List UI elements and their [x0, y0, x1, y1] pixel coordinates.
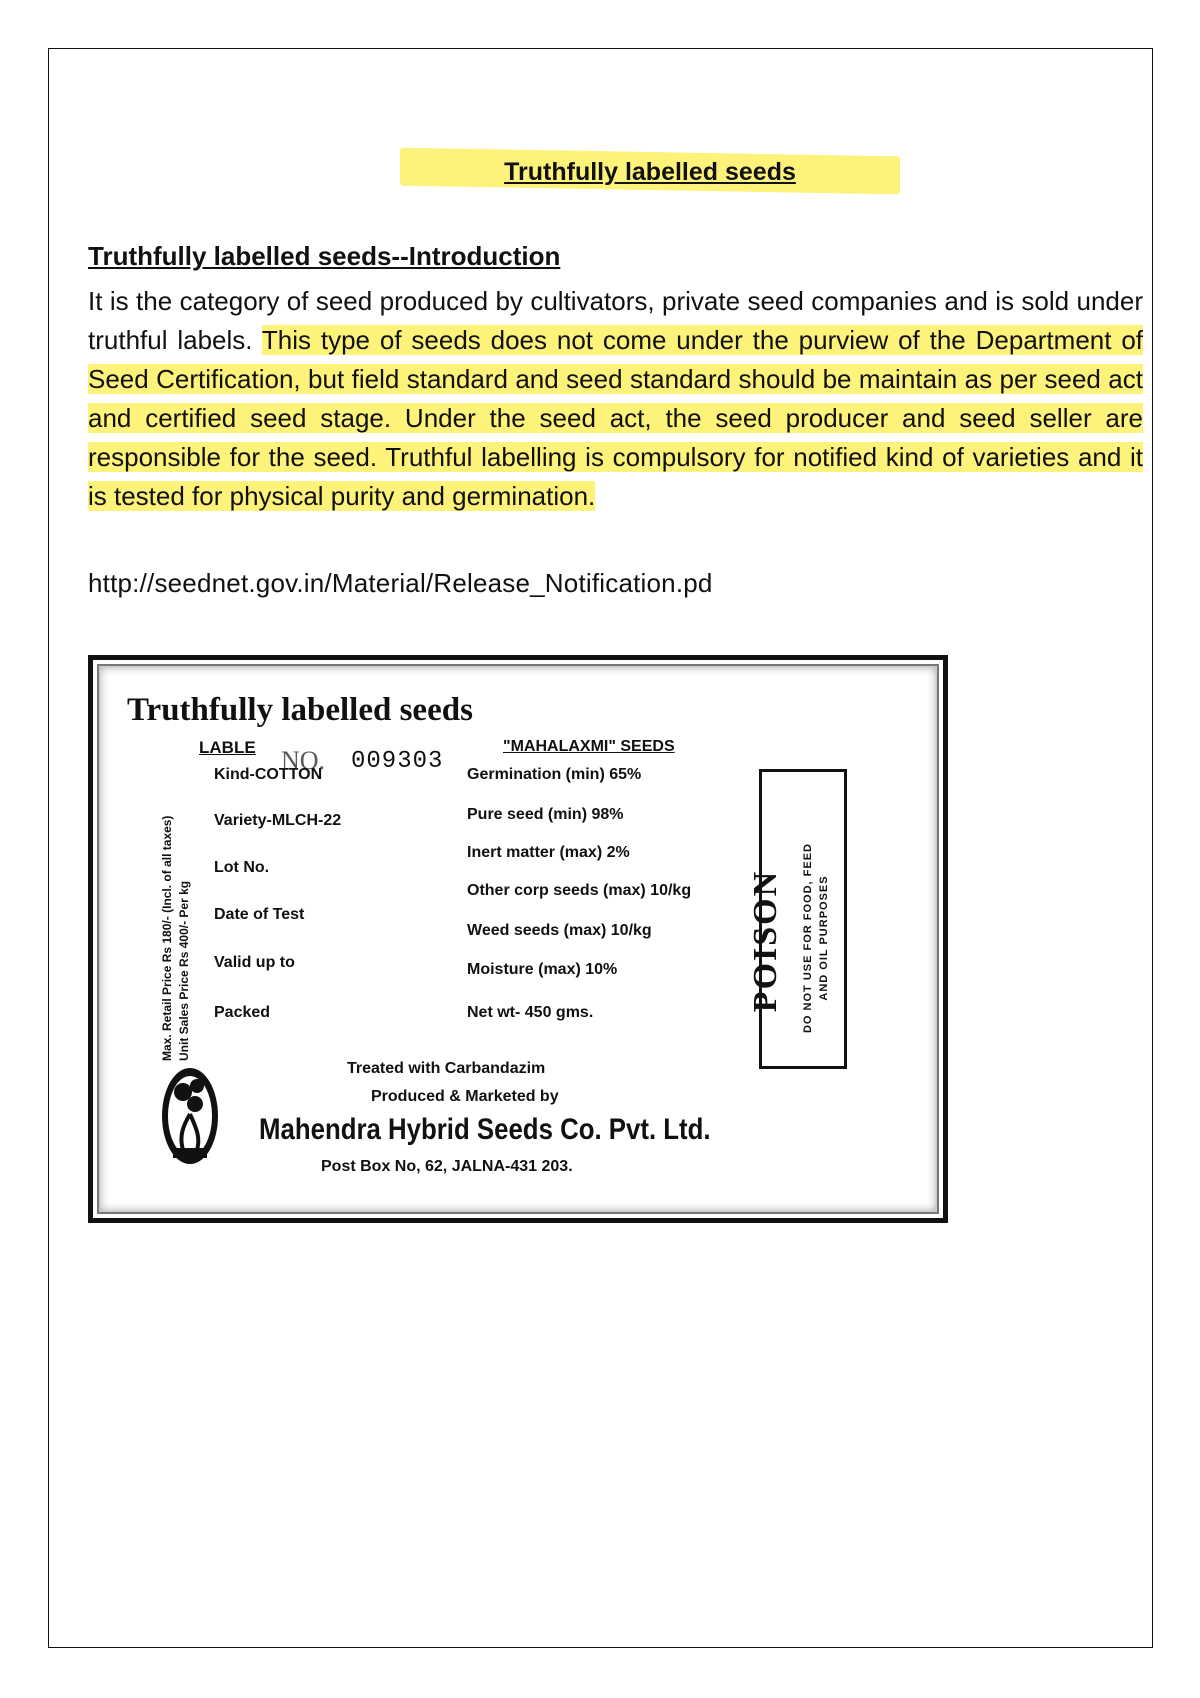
- label-treated-with: Treated with Carbandazim: [347, 1060, 546, 1077]
- label-spec-other-crop: Other corp seeds (max) 10/kg: [467, 882, 692, 899]
- intro-paragraph: [88, 282, 1143, 516]
- label-field-variety: Variety-MLCH-22: [214, 812, 342, 829]
- reference-link[interactable]: http://seednet.gov.in/Material/Release_Notification.pd: [88, 568, 713, 598]
- poison-warning-line1: DO NOT USE FOR FOOD, FEED: [802, 843, 814, 1034]
- price-line-mrp: Max. Retail Price Rs 180/- (Incl. of all taxes): [160, 815, 174, 1061]
- label-title: Truthfully labelled seeds: [127, 692, 473, 728]
- section-heading: Truthfully labelled seeds--Introduction: [88, 241, 561, 271]
- label-serial-number: 009303: [351, 748, 444, 775]
- seed-label-image: [88, 655, 948, 1223]
- label-number-mark: NO.: [281, 746, 326, 775]
- label-field-date-of-test: Date of Test: [214, 906, 305, 923]
- label-brand: "MAHALAXMI" SEEDS: [503, 738, 675, 755]
- intro-plain-text: It is the category of seed produced by cultivators, private seed companies and is sold under truthful labels.: [88, 286, 1143, 355]
- label-company-address: Post Box No, 62, JALNA-431 203.: [321, 1158, 573, 1175]
- label-produced-by: Produced & Marketed by: [371, 1088, 559, 1105]
- label-spec-germination: Germination (min) 65%: [467, 766, 642, 783]
- company-logo-icon: [159, 1064, 221, 1168]
- poison-warning-text: [800, 798, 832, 1078]
- poison-warning-line2: AND OIL PURPOSES: [818, 875, 830, 1001]
- seed-label-inner-frame: [97, 664, 939, 1214]
- label-spec-net-weight: Net wt- 450 gms.: [467, 1004, 594, 1021]
- label-spec-inert-matter: Inert matter (max) 2%: [467, 844, 630, 861]
- label-lable-text: LABLE: [199, 738, 256, 757]
- label-price-side-text: [159, 761, 193, 1061]
- label-field-valid-up-to: Valid up to: [214, 954, 295, 971]
- poison-text: POISON: [747, 869, 784, 1013]
- label-spec-weed-seeds: Weed seeds (max) 10/kg: [467, 922, 652, 939]
- poison-warning-box: [747, 769, 847, 1069]
- document-title: Truthfully labelled seeds: [504, 158, 796, 186]
- price-line-unit: Unit Sales Price Rs 400/- Per kg: [177, 880, 191, 1061]
- label-company-name: Mahendra Hybrid Seeds Co. Pvt. Ltd.: [259, 1113, 711, 1146]
- label-field-lot: Lot No.: [214, 859, 270, 876]
- label-field-packed: Packed: [214, 1004, 271, 1021]
- label-field-kind: Kind-COTTON: [214, 766, 323, 783]
- label-spec-moisture: Moisture (max) 10%: [467, 961, 618, 978]
- document-title-block: [400, 148, 900, 196]
- label-spec-pure-seed: Pure seed (min) 98%: [467, 806, 624, 823]
- intro-highlighted-text: This type of seeds does not come under the purview of the Department of Seed Certification, but field standard and seed standard should be maintain as per seed act and certified seed stage. Under the seed act, the seed producer and seed seller are responsible for the seed. Truthful labelling is compulsory for notified kind of varieties and it is tested for physical purity and germination.: [88, 325, 1144, 511]
